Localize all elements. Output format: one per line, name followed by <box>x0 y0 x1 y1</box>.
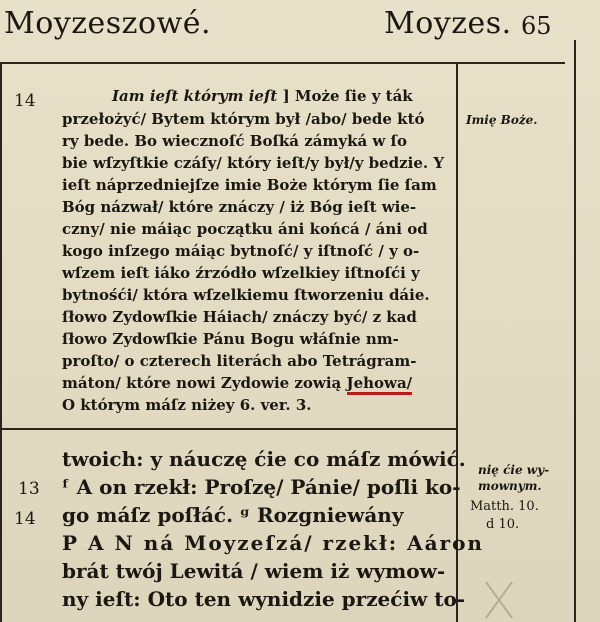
verse-number-13: 13 <box>18 479 40 499</box>
verse-number-14: 14 <box>14 509 36 529</box>
underlined-word: Jehowa/ <box>347 374 413 395</box>
note-heading-rest: ] Może ſie y ták <box>282 87 413 105</box>
running-header-left: Moyzeszowé. <box>4 6 212 41</box>
note-line-with-underline <box>62 372 412 394</box>
body-line: brát twój Lewitá / wiem iż wymow- <box>62 559 446 583</box>
note-line-text: máton/ które nowi Zydowie zowią <box>62 374 342 392</box>
note-bottom-rule <box>0 428 458 430</box>
note-last-line: O którym máſz niżey 6. ver. 3. <box>62 396 312 414</box>
body-line: ny ieſt: Oto ten wynidzie przećiw to- <box>62 587 466 611</box>
note-heading-italic: Iam ieſt którym ieſt <box>112 87 278 105</box>
margin-note-bottom-line: mownym. <box>478 479 542 493</box>
body-line: go máſz poſłáć. ᵍ Rozgniewány <box>62 503 404 527</box>
running-header-right: Moyzes. <box>384 6 512 41</box>
body-line: ᶠ A on rzekł: Proſzę/ Pánie/ poſli ko- <box>62 475 461 499</box>
margin-reference: d 10. <box>486 517 520 532</box>
note-heading <box>112 86 413 106</box>
page-number: 65 <box>521 12 552 40</box>
faded-mark-icon <box>484 580 514 620</box>
note-line: kogo inſzego máiąc bytnoſć/ y iſtnoſć / y o- <box>62 242 420 260</box>
note-line: przełożyć/ Bytem którym był /abo/ bede któ <box>62 110 425 128</box>
note-line: ſłowo Zydowſkie Háiach/ znáczy być/ z kad <box>62 308 417 326</box>
note-line: ſłowo Zydowſkie Pánu Bogu włáſnie nm- <box>62 330 399 348</box>
note-line: bytnośći/ która wſzelkiemu ſtworzeniu dáie. <box>62 286 430 304</box>
note-line: wſzem ieſt iáko źrzódło wſzelkiey iſtnoſći y <box>62 264 420 282</box>
note-line: Bóg názwał/ które znáczy / iż Bóg ieſt wie- <box>62 198 417 216</box>
note-line: bie wſzyſtkie czáſy/ który ieſt/y był/y bedzie. Y <box>62 154 445 172</box>
outer-margin-rule <box>574 40 576 622</box>
margin-note-bottom-line: nię ćie wy- <box>478 463 550 477</box>
margin-reference: Matth. 10. <box>470 499 539 514</box>
margin-note-top: Imię Boże. <box>466 113 538 127</box>
body-line: twoich: y náuczę ćie co máſz mówić. <box>62 447 466 471</box>
note-line: czny/ nie máiąc początku áni końcá / áni od <box>62 220 428 238</box>
note-line: proſto/ o czterech literách abo Tetrágram- <box>62 352 417 370</box>
note-line: ieſt náprzedniejſze imie Boże którym ſie ſam <box>62 176 437 194</box>
header-rule <box>0 62 565 64</box>
body-line: P A N ná Moyzeſzá/ rzekł: Aáron <box>62 531 484 555</box>
note-verse-number: 14 <box>14 91 36 111</box>
left-column-rule <box>0 62 2 622</box>
note-line: ry bede. Bo wiecznoſć Boſká zámyká w ſo <box>62 132 407 150</box>
